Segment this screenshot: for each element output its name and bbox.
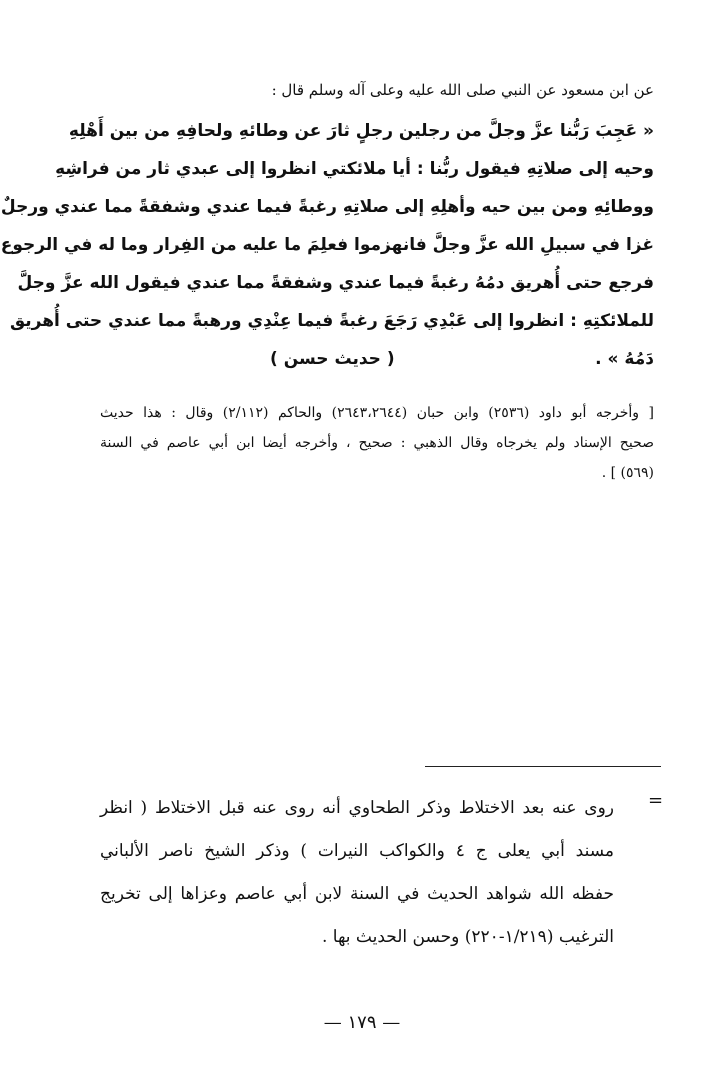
hadith-intro: عن ابن مسعود عن النبي صلى الله عليه وعلى آله وسلم قال :: [271, 81, 654, 99]
page-number: — ١٧٩ —: [323, 1012, 401, 1033]
hadith-last-line: [100, 340, 654, 378]
hadith-text: [0, 112, 654, 378]
footnote-line: حفظه الله شواهد الحديث في السنة لابن أبي عاصم وعزاها إلى تخريج: [100, 884, 614, 904]
footnote-separator: [425, 766, 661, 767]
footnote-line: روى عنه بعد الاختلاط وذكر الطحاوي أنه روى عنه قبل الاختلاط ( انظر: [100, 798, 614, 818]
hadith-line: للملائكتِهِ : انظروا إلى عَبْدِي رَجَعَ رغبةً فيما عِنْدِي ورهبةً مما عندي حتى أُهريق: [9, 311, 654, 331]
takhrij-line: [ وأخرجه أبو داود (٢٥٣٦) وابن حبان (٢٦٤٣،٢٦٤٤) والحاكم (٢/١١٢) وقال : هذا حديث: [100, 405, 655, 421]
hadith-line: « عَجِبَ رَبُّنا عزَّ وجلَّ من رجلين رجلٍ ثارَ عن وطائهِ ولحافِهِ من بين أَهْلِهِ: [68, 121, 654, 141]
hadith-line: غزا في سبيلِ الله عزَّ وجلَّ فانهزموا فعلِمَ ما عليه من الفِرار وما له في الرجوع: [0, 235, 654, 255]
footnote-line: مسند أبي يعلى ج ٤ والكواكب النيرات ) وذكر الشيخ ناصر الألباني: [100, 841, 614, 861]
hadith-line: فرجع حتى أُهريق دمُهُ رغبةً فيما عندي وشفقةً مما عندي فيقول الله عزَّ وجلَّ: [17, 273, 654, 293]
takhrij-block: [100, 398, 654, 488]
hadith-line: وحيه إلى صلاتِهِ فيقول ربُّنا : أيا ملائكتي انظروا إلى عبدي ثار من فراشِهِ: [55, 159, 654, 179]
takhrij-line: (٥٦٩) ] .: [601, 465, 654, 481]
hadith-grade: ( حديث حسن ): [270, 349, 395, 369]
takhrij-line: صحيح الإسناد ولم يخرجاه وقال الذهبي : صحيح ، وأخرجه أيضا ابن أبي عاصم في السنة: [100, 435, 654, 451]
hadith-line: ووطائِهِ ومن بين حيه وأهلِهِ إلى صلاتِهِ رغبةً فيما عندي وشفقةً مما عندي ورجلٌ: [0, 197, 654, 217]
footnote-line: الترغيب (١/٢١٩-٢٢٠) وحسن الحديث بها .: [321, 927, 614, 947]
footnote-block: [100, 787, 614, 959]
footnote-continuation-marker: =: [648, 790, 664, 811]
hadith-ending: دَمُهُ » .: [595, 349, 654, 369]
